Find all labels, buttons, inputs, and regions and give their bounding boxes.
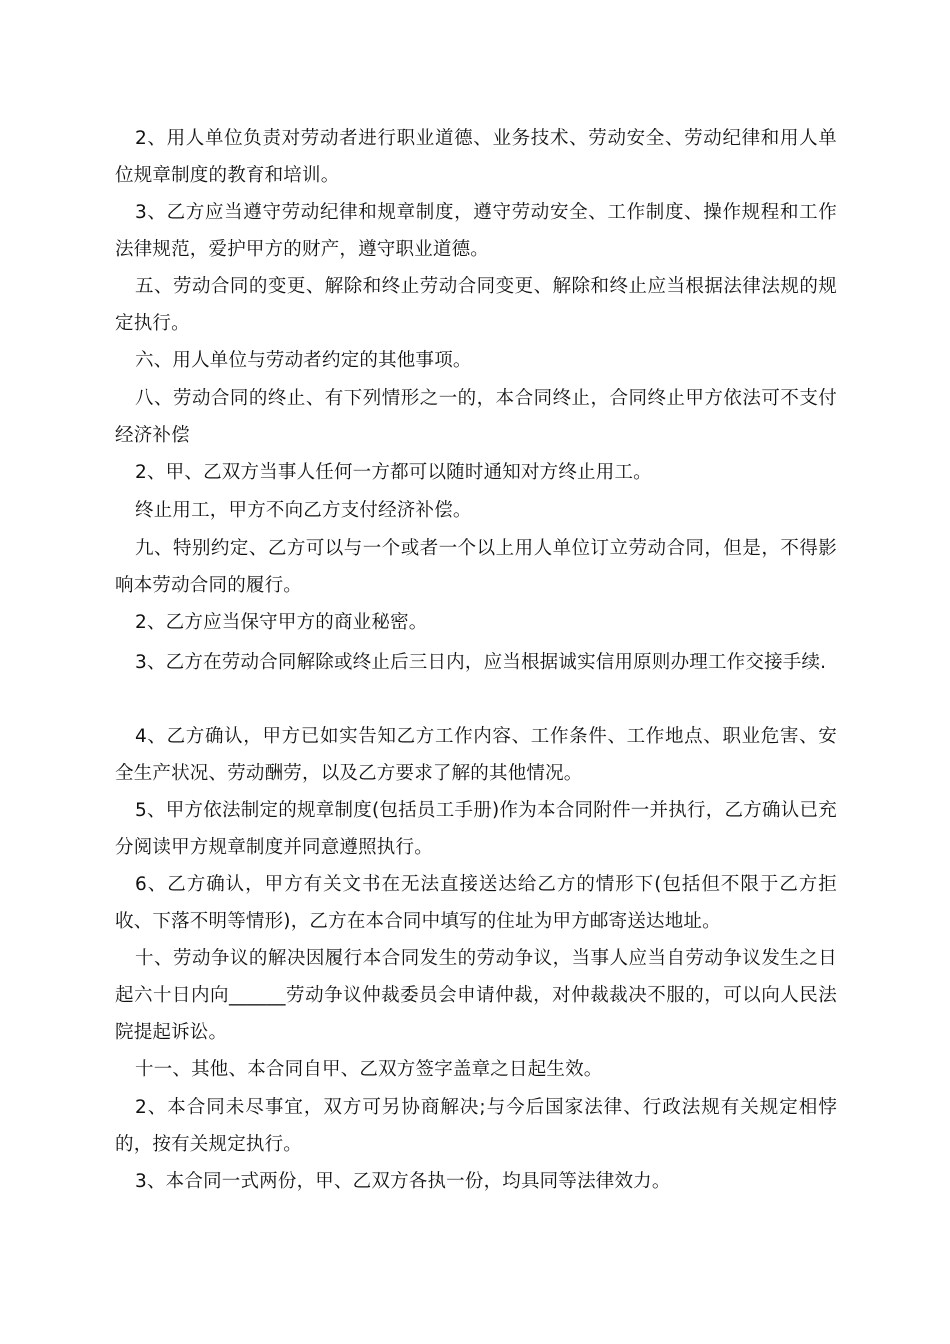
paragraph-discipline: 3、乙方应当遵守劳动纪律和规章制度，遵守劳动安全、工作制度、操作规程和工作法律规范，爱护甲方的财产，遵守职业道德。	[115, 202, 837, 260]
paragraph-section-six: 六、用人单位与劳动者约定的其他事项。	[135, 350, 472, 371]
paragraph-section-five: 五、劳动合同的变更、解除和终止劳动合同变更、解除和终止应当根据法律法规的规定执行。	[115, 276, 837, 334]
paragraph-section-ten: 十、劳动争议的解决因履行本合同发生的劳动争议，当事人应当自劳动争议发生之日起六十日内向______劳动争议仲裁委员会申请仲裁，对仲裁裁决不服的，可以向人民法院提起诉讼。	[115, 948, 837, 1043]
paragraph-confirmation: 4、乙方确认，甲方已如实告知乙方工作内容、工作条件、工作地点、职业危害、安全生产状况、劳动酬劳，以及乙方要求了解的其他情况。	[115, 726, 837, 784]
paragraph-service-address: 6、乙方确认，甲方有关文书在无法直接送达给乙方的情形下(包括但不限于乙方拒收、下落不明等情形)，乙方在本合同中填写的住址为甲方邮寄送达地址。	[115, 874, 837, 932]
paragraph-unresolved-matters: 2、本合同未尽事宜，双方可另协商解决;与今后国家法律、行政法规有关规定相悖的，按有关规定执行。	[115, 1097, 838, 1155]
paragraph-no-compensation: 终止用工，甲方不向乙方支付经济补偿。	[135, 500, 472, 521]
paragraph-handover: 3、乙方在劳动合同解除或终止后三日内，应当根据诚实信用原则办理工作交接手续.	[135, 652, 827, 673]
paragraph-termination-notice: 2、甲、乙双方当事人任何一方都可以随时通知对方终止用工。	[135, 462, 652, 483]
paragraph-section-eleven: 十一、其他、本合同自甲、乙双方签字盖章之日起生效。	[135, 1059, 603, 1080]
paragraph-section-nine: 九、特别约定、乙方可以与一个或者一个以上用人单位订立劳动合同，但是，不得影响本劳动合同的履行。	[115, 538, 837, 596]
paragraph-training: 2、用人单位负责对劳动者进行职业道德、业务技术、劳动安全、劳动纪律和用人单位规章制度的教育和培训。	[115, 128, 837, 186]
paragraph-section-eight: 八、劳动合同的终止、有下列情形之一的，本合同终止，合同终止甲方依法可不支付经济补偿	[115, 388, 837, 446]
paragraph-trade-secrets: 2、乙方应当保守甲方的商业秘密。	[135, 612, 428, 633]
paragraph-copies: 3、本合同一式两份，甲、乙双方各执一份，均具同等法律效力。	[135, 1171, 671, 1192]
paragraph-rules-regulations: 5、甲方依法制定的规章制度(包括员工手册)作为本合同附件一并执行，乙方确认已充分阅读甲方规章制度并同意遵照执行。	[115, 800, 837, 858]
